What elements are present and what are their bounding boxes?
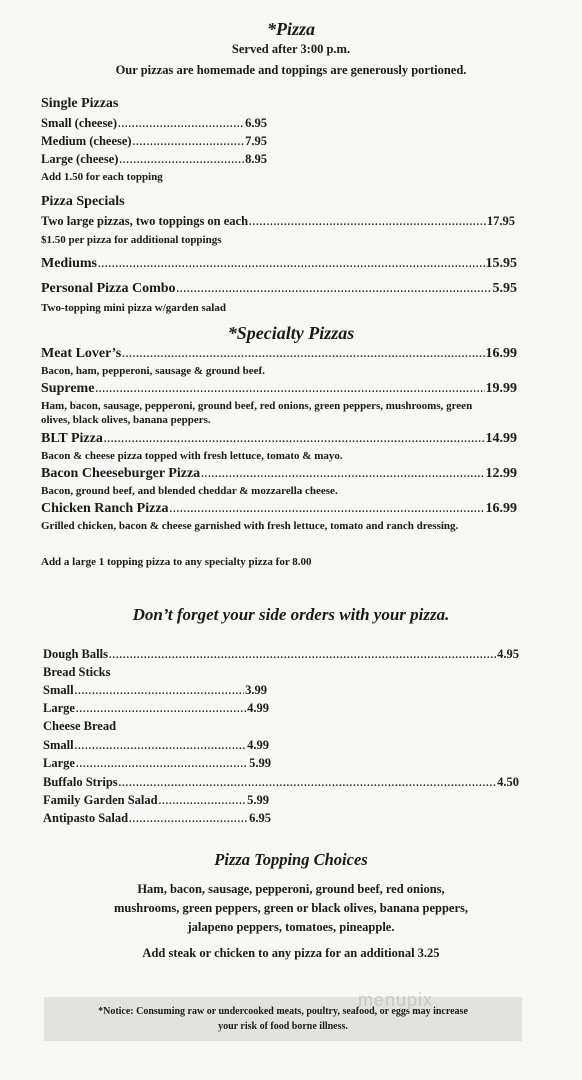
toppings-title: Pizza Topping Choices [214,850,368,869]
single-pizzas-heading: Single Pizzas [41,96,119,111]
menupix-watermark: menupix [358,990,434,1010]
notice-line-1: *Notice: Consuming raw or undercooked meats, poultry, seafood, or eggs may increase [98,1006,468,1017]
item-price: 4.95 [497,647,519,661]
menu-item-breadsticks-large [43,701,269,716]
leader-dots [109,650,496,661]
item-label: Small (cheese) [41,116,118,130]
leader-dots [133,137,245,148]
menu-item-medium-cheese [41,134,267,149]
item-price: 19.99 [485,381,517,396]
leader-dots [76,759,248,770]
served-time: Served after 3:00 p.m. [231,42,351,56]
leader-dots [75,741,247,752]
leader-dots [201,469,484,480]
item-price: 5.99 [247,793,269,807]
item-label: Antipasto Salad [43,811,129,825]
leader-dots [98,259,485,270]
item-label: Chicken Ranch Pizza [41,501,169,516]
item-label: Two large pizzas, two toppings on each [41,214,249,228]
item-label: Mediums [41,256,97,271]
menu-item-cheesebread-large [43,756,271,771]
heading-label: Cheese Bread [43,719,117,733]
item-price: 5.95 [492,281,517,296]
item-label: Small [43,683,74,697]
menu-item-meat-lovers [41,346,517,362]
leader-dots [122,349,484,360]
item-label: Personal Pizza Combo [41,281,176,296]
menu-item-two-large [41,214,515,229]
menu-item-antipasto-salad [43,811,271,826]
item-price: 5.99 [249,756,271,770]
item-desc: Ham, bacon, sausage, pepperoni, ground beef, red onions, green peppers, mushrooms, green olives, black olives, banana peppers. [41,400,473,426]
combo-desc: Two-topping mini pizza w/garden salad [41,302,226,314]
toppings-line-1: Ham, bacon, sausage, pepperoni, ground beef, red onions, [137,882,445,896]
item-price: 7.95 [245,134,267,148]
menu-item-mediums [41,256,517,272]
leader-dots [170,504,485,515]
menu-item-cheesebread-small [43,738,269,753]
toppings-line-3: jalapeno peppers, tomatoes, pineapple. [187,920,395,934]
item-desc: Bacon, ground beef, and blended cheddar & mozzarella cheese. [41,485,338,497]
notice-line-2: your risk of food borne illness. [218,1021,348,1032]
item-price: 17.95 [486,214,515,228]
leader-dots [119,155,244,166]
leader-dots [129,814,248,825]
leader-dots [76,704,246,715]
toppings-extra: Add steak or chicken to any pizza for an additional 3.25 [142,946,440,960]
heading-label: Bread Sticks [43,665,111,679]
menu-item-bacon-cheeseburger [41,466,517,482]
topping-price-note: Add 1.50 for each topping [41,171,163,183]
item-price: 4.99 [247,738,269,752]
menu-item-large-cheese [41,152,267,167]
pizza-specials-heading: Pizza Specials [41,194,125,209]
leader-dots [95,384,484,395]
pizza-title: *Pizza [266,19,315,39]
menu-item-breadsticks-small [43,683,267,698]
leader-dots [104,434,485,445]
menu-item-chicken-ranch [41,501,517,517]
item-label: Meat Lover’s [41,346,122,361]
item-label: Large (cheese) [41,152,119,166]
item-label: Family Garden Salad [43,793,158,807]
bread-sticks-heading [43,665,111,680]
leader-dots [249,217,486,228]
sides-title: Don’t forget your side orders with your pizza. [132,605,450,624]
menu-item-supreme [41,381,517,397]
item-price: 16.99 [485,346,517,361]
toppings-line-2: mushrooms, green peppers, green or black olives, banana peppers, [114,901,468,915]
menu-item-buffalo-strips [43,775,519,790]
item-price: 4.50 [497,775,519,789]
item-price: 8.95 [245,152,267,166]
menu-item-blt [41,431,517,447]
item-price: 14.99 [485,431,517,446]
menu-item-dough-balls [43,647,519,662]
item-price: 6.95 [249,811,271,825]
menu-item-small-cheese [41,116,267,131]
leader-dots [119,778,496,789]
cheese-bread-heading [43,719,116,734]
item-label: BLT Pizza [41,431,103,446]
leader-dots [159,796,247,807]
item-price: 16.99 [485,501,517,516]
leader-dots [177,284,492,295]
item-price: 12.99 [485,466,517,481]
item-label: Large [43,701,75,715]
item-label: Large [43,756,75,770]
item-label: Buffalo Strips [43,775,118,789]
item-label: Dough Balls [43,647,108,661]
leader-dots [75,686,245,697]
item-label: Supreme [41,381,95,396]
item-price: 4.99 [247,701,269,715]
item-desc: Bacon, ham, pepperoni, sausage & ground beef. [41,365,265,377]
item-desc: Bacon & cheese pizza topped with fresh lettuce, tomato & mayo. [41,450,343,462]
food-safety-notice [44,997,522,1041]
specials-note: $1.50 per pizza for additional toppings [41,234,222,246]
item-label: Small [43,738,74,752]
specialty-note: Add a large 1 topping pizza to any specialty pizza for 8.00 [41,556,312,568]
item-price: 15.95 [485,256,517,271]
leader-dots [118,119,244,130]
item-price: 3.99 [245,683,267,697]
item-desc: Grilled chicken, bacon & cheese garnished with fresh lettuce, tomato and ranch dressing. [41,520,459,532]
menu-item-family-garden-salad [43,793,269,808]
specialty-title: *Specialty Pizzas [227,323,355,343]
item-price: 6.95 [245,116,267,130]
item-label: Bacon Cheeseburger Pizza [41,466,201,481]
item-label: Medium (cheese) [41,134,132,148]
menu-item-personal-combo [41,281,517,297]
pizza-tagline: Our pizzas are homemade and toppings are generously portioned. [115,63,467,77]
